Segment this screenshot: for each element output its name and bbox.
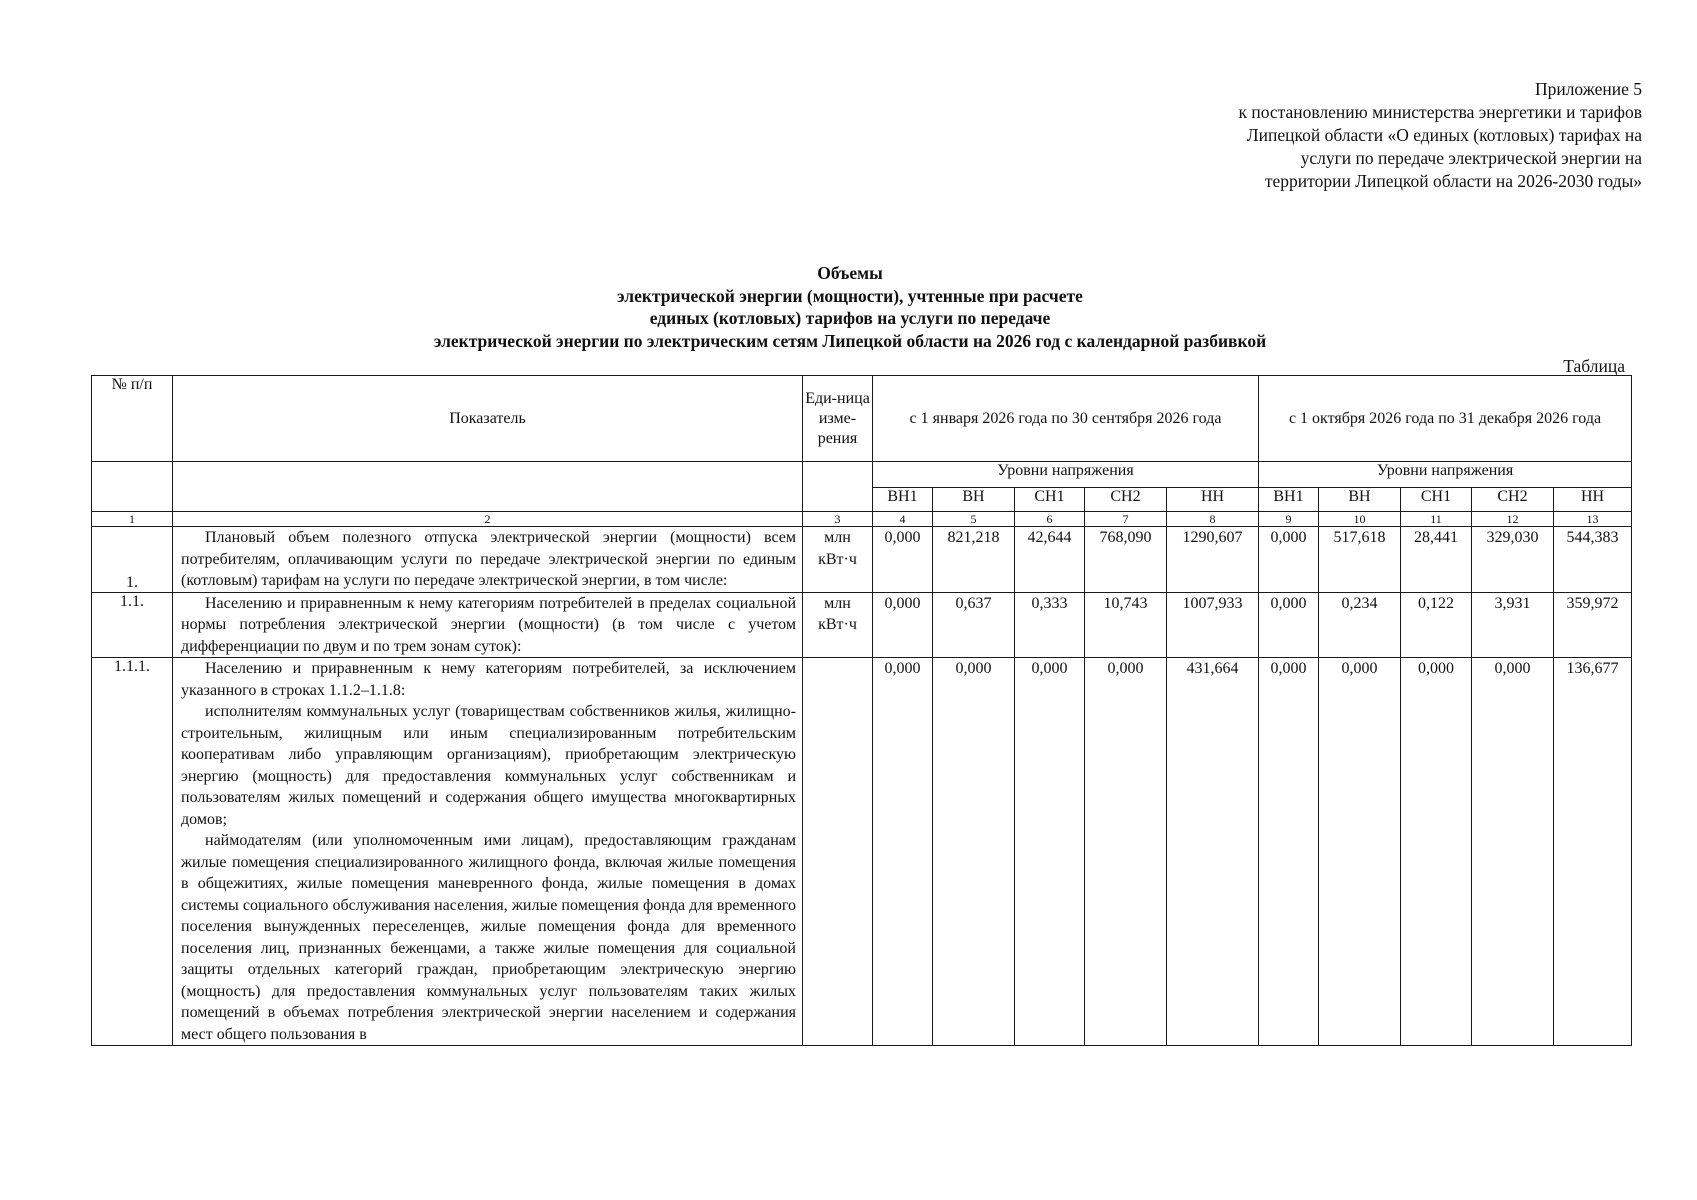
title-line: Объемы	[817, 263, 883, 283]
level-sn2: СН2	[1472, 488, 1554, 512]
value-cell: 359,972	[1554, 592, 1632, 658]
column-number: 3	[803, 512, 873, 527]
value-cell: 28,441	[1401, 527, 1472, 593]
header-num: № п/п	[92, 376, 173, 462]
column-number: 8	[1167, 512, 1259, 527]
title-line: электрической энергии (мощности), учтенные при расчете	[617, 285, 1083, 306]
value-cell: 329,030	[1472, 527, 1554, 593]
value-cell: 768,090	[1085, 527, 1167, 593]
header-unit: Еди-ница изме-рения	[803, 376, 873, 462]
level-sn1: СН1	[1015, 488, 1085, 512]
value-cell: 0,000	[1259, 592, 1319, 658]
value-cell: 0,000	[1401, 658, 1472, 1046]
value-cell: 1007,933	[1167, 592, 1259, 658]
level-vn: ВН	[933, 488, 1015, 512]
value-cell: 0,333	[1015, 592, 1085, 658]
value-cell: 0,000	[873, 527, 933, 593]
value-cell: 3,931	[1472, 592, 1554, 658]
value-cell: 136,677	[1554, 658, 1632, 1046]
table-label: Таблица	[1563, 356, 1625, 376]
value-cell: 0,000	[873, 592, 933, 658]
level-vn: ВН	[1319, 488, 1401, 512]
document-title	[300, 262, 1400, 352]
value-cell: 544,383	[1554, 527, 1632, 593]
value-cell: 0,122	[1401, 592, 1472, 658]
row-indicator	[173, 527, 803, 593]
level-nn: НН	[1554, 488, 1632, 512]
column-number: 10	[1319, 512, 1401, 527]
row-number: 1.1.	[92, 592, 173, 658]
appendix-line: к постановлению министерства энергетики и тарифов	[1238, 102, 1642, 122]
column-number: 4	[873, 512, 933, 527]
appendix-header	[1082, 78, 1642, 193]
value-cell: 517,618	[1319, 527, 1401, 593]
header-blank	[92, 462, 173, 512]
value-cell: 42,644	[1015, 527, 1085, 593]
appendix-line: Липецкой области «О единых (котловых) тарифах на	[1246, 125, 1642, 145]
column-number: 6	[1015, 512, 1085, 527]
table-row	[92, 658, 1632, 1046]
level-vn1: ВН1	[873, 488, 933, 512]
value-cell: 0,000	[1015, 658, 1085, 1046]
value-cell: 0,000	[1259, 527, 1319, 593]
value-cell: 1290,607	[1167, 527, 1259, 593]
column-number: 11	[1401, 512, 1472, 527]
title-line: единых (котловых) тарифов на услуги по передаче	[649, 308, 1051, 328]
column-number: 9	[1259, 512, 1319, 527]
appendix-line: Приложение 5	[1534, 79, 1642, 99]
indicator-paragraph: исполнителям коммунальных услуг (товариществам собственников жилья, жилищно-строительным, жилищным или иным специализированным потребительским кооперативам либо управляющим организациям), приобретающим электрическую энергию (мощность) для предоставления коммунальных услуг собственникам и пользователям жилых помещений и содержания общего имущества многоквартирных домов;	[181, 703, 796, 828]
row-indicator	[173, 592, 803, 658]
value-cell: 431,664	[1167, 658, 1259, 1046]
row-number: 1.1.1.	[92, 658, 173, 1046]
appendix-line: услуги по передаче электрической энергии на	[1300, 148, 1642, 168]
table-row	[92, 592, 1632, 658]
value-cell: 0,000	[1259, 658, 1319, 1046]
table-row	[92, 527, 1632, 593]
row-unit	[803, 658, 873, 1046]
row-indicator	[173, 658, 803, 1046]
column-number: 2	[173, 512, 803, 527]
indicator-paragraph: Плановый объем полезного отпуска электрической энергии (мощности) всем потребителям, оплачивающим услуги по передаче электрической энергии по единым (котловым) тарифам на услуги по передаче электрической энергии, в том числе:	[181, 529, 796, 589]
column-number: 13	[1554, 512, 1632, 527]
value-cell: 821,218	[933, 527, 1015, 593]
level-sn2: СН2	[1085, 488, 1167, 512]
header-period-2: с 1 октября 2026 года по 31 декабря 2026 года	[1259, 376, 1632, 462]
value-cell: 0,234	[1319, 592, 1401, 658]
header-blank	[803, 462, 873, 512]
level-nn: НН	[1167, 488, 1259, 512]
level-vn1: ВН1	[1259, 488, 1319, 512]
value-cell: 0,000	[873, 658, 933, 1046]
header-indicator: Показатель	[173, 376, 803, 462]
indicator-paragraph: наймодателям (или уполномоченным ими лицам), предоставляющим гражданам жилые помещения специализированного жилищного фонда, включая жилые помещения в общежитиях, жилые помещения маневренного фонда, жилые помещения в домах системы социального обслуживания населения, жилые помещения фонда для временного поселения вынужденных переселенцев, жилые помещения фонда для временного поселения лиц, признанных беженцами, а также жилые помещения для социальной защиты отдельных категорий граждан, приобретающим электрическую энергию (мощность) для предоставления коммунальных услуг пользователям таких жилых помещений в объемах потребления электрической энергии населением и содержания мест общего пользования в	[181, 832, 796, 1043]
value-cell: 0,000	[933, 658, 1015, 1046]
column-number: 1	[92, 512, 173, 527]
title-line: электрической энергии по электрическим сетям Липецкой области на 2026 год с календарной разбивкой	[433, 330, 1267, 351]
row-unit: млн кВт·ч	[803, 527, 873, 593]
row-unit: млн кВт·ч	[803, 592, 873, 658]
value-cell: 0,637	[933, 592, 1015, 658]
volumes-table	[91, 375, 1632, 1046]
value-cell: 0,000	[1085, 658, 1167, 1046]
indicator-paragraph: Населению и приравненным к нему категориям потребителей в пределах социальной нормы потребления электрической энергии (мощности) (в том числе с учетом дифференциации по двум и по трем зонам суток):	[181, 594, 796, 655]
header-period-1: с 1 января 2026 года по 30 сентября 2026 года	[873, 376, 1259, 462]
row-number: 1.	[92, 527, 173, 593]
level-sn1: СН1	[1401, 488, 1472, 512]
header-levels-2: Уровни напряжения	[1259, 462, 1632, 488]
column-number: 5	[933, 512, 1015, 527]
column-number: 12	[1472, 512, 1554, 527]
header-levels-1: Уровни напряжения	[873, 462, 1259, 488]
header-blank	[173, 462, 803, 512]
value-cell: 0,000	[1472, 658, 1554, 1046]
value-cell: 0,000	[1319, 658, 1401, 1046]
column-number: 7	[1085, 512, 1167, 527]
indicator-paragraph: Населению и приравненным к нему категориям потребителей, за исключением указанного в строках 1.1.2–1.1.8:	[181, 660, 796, 699]
value-cell: 10,743	[1085, 592, 1167, 658]
appendix-line: территории Липецкой области на 2026-2030 годы»	[1264, 171, 1642, 191]
